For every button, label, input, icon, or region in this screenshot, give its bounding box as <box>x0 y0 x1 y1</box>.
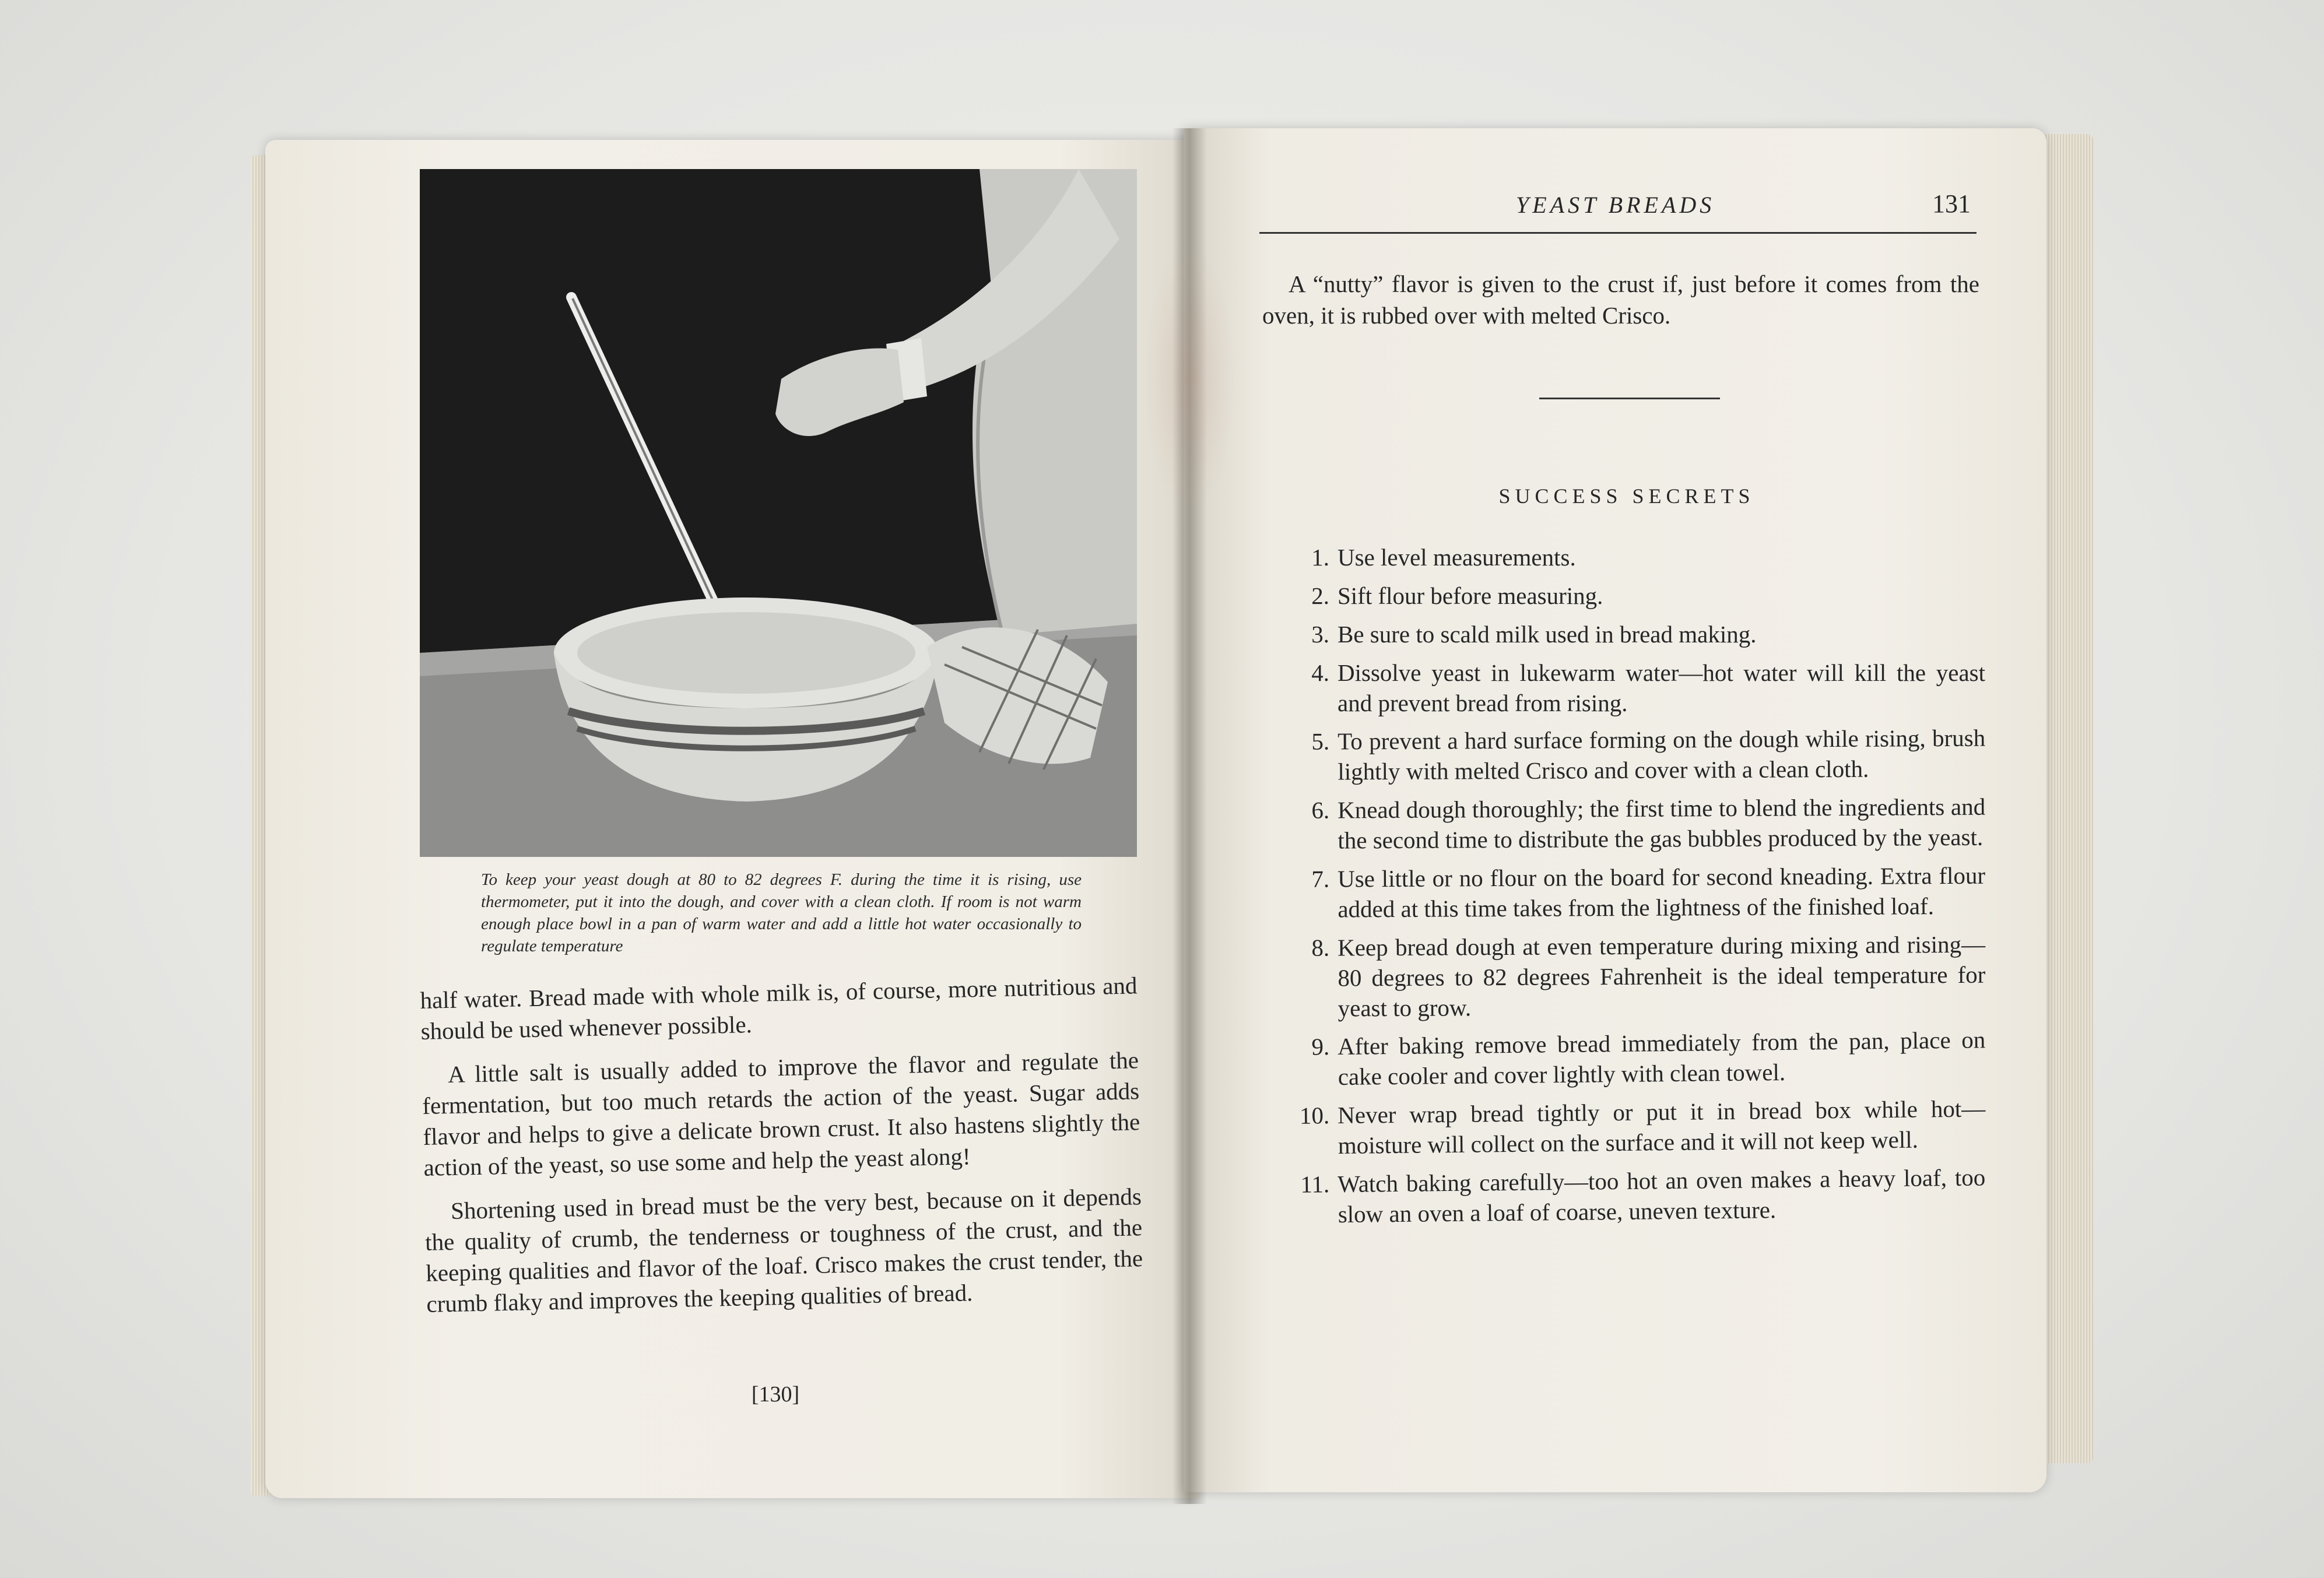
list-item <box>1283 860 1986 925</box>
list-item <box>1283 542 1985 572</box>
item-text: Be sure to scald milk used in bread making. <box>1337 621 1757 648</box>
section-title: SUCCESS SECRETS <box>1498 484 1755 508</box>
item-number: 5. <box>1311 728 1330 755</box>
item-text: After baking remove bread immediately from the pan, place on cake cooler and cover lightly with clean towel. <box>1337 1026 1986 1091</box>
list-item <box>1283 1024 1986 1092</box>
item-text: Never wrap bread tightly or put it in bread box while hot—moisture will collect on the surface and it will not keep well. <box>1337 1095 1986 1159</box>
list-item <box>1283 581 1985 611</box>
item-text: Sift flour before measuring. <box>1337 582 1603 609</box>
list-item <box>1283 1162 1986 1230</box>
item-text: Knead dough thoroughly; the first time to blend the ingredients and the second time to distribute the gas bubbles produced by the yeast. <box>1337 793 1986 854</box>
success-secrets-list <box>1283 542 1985 1238</box>
item-text: Use level measurements. <box>1337 544 1576 571</box>
item-text: Use little or no flour on the board for second kneading. Extra flour added at this time takes from the lightness of the finished loaf. <box>1337 862 1986 923</box>
item-number: 11. <box>1300 1171 1330 1198</box>
item-number: 2. <box>1311 582 1329 609</box>
intro-paragraph: A “nutty” flavor is given to the crust if, just before it comes from the oven, it is rubbed over with melted Crisco. <box>1262 270 1979 329</box>
page-stain <box>1143 245 1236 513</box>
item-text: Keep bread dough at even temperature during mixing and rising—80 degrees to 82 degrees Fahrenheit is the ideal temperature for yeast to grow. <box>1337 930 1986 1022</box>
item-number: 6. <box>1311 796 1330 824</box>
body-paragraph: A little salt is usually added to improve the flavor and regulate the fermentation, but too much retards the action of the yeast. Sugar adds flavor and helps to give a delicate brown crust. It also hastens slightly the action of the yeast, so use some and help the yeast along! <box>422 1046 1140 1181</box>
section-divider <box>1539 398 1720 399</box>
list-item <box>1283 1093 1986 1161</box>
list-item <box>1283 658 1985 718</box>
running-head-title: YEAST BREADS <box>1516 192 1715 218</box>
running-header <box>1259 185 1977 234</box>
thermometer-bowl-photo <box>420 169 1137 857</box>
photo-caption: To keep your yeast dough at 80 to 82 degrees F. during the time it is rising, use thermometer, put it into the dough, and cover with a clean cloth. If room is not warm enough place bowl in a pan of warm water and add a little hot water occasionally to regulate temperature <box>481 870 1082 955</box>
item-number: 10. <box>1299 1102 1330 1129</box>
item-number: 8. <box>1311 934 1330 961</box>
list-item <box>1283 929 1986 1024</box>
item-text: To prevent a hard surface forming on the dough while rising, brush lightly with melted Crisco and cover with a clean cloth. <box>1337 724 1986 785</box>
bowl-illustration <box>420 169 1137 857</box>
item-number: 4. <box>1311 659 1329 686</box>
left-page-body <box>420 970 1144 1333</box>
item-number: 3. <box>1311 621 1329 648</box>
item-text: Watch baking carefully—too hot an oven makes a heavy loaf, too slow an oven a loaf of coarse, uneven texture. <box>1337 1164 1986 1228</box>
list-item <box>1283 792 1986 856</box>
item-number: 9. <box>1311 1033 1330 1060</box>
left-page-number: [130] <box>751 1382 800 1407</box>
list-item <box>1283 619 1985 649</box>
item-number: 7. <box>1311 865 1330 892</box>
body-paragraph: half water. Bread made with whole milk is, of course, more nutritious and should be used whenever possible. <box>420 972 1138 1045</box>
item-text: Dissolve yeast in lukewarm water—hot water will kill the yeast and prevent bread from rising. <box>1337 659 1985 716</box>
item-number: 1. <box>1311 544 1329 571</box>
body-paragraph: Shortening used in bread must be the very best, because on it depends the quality of crumb, the tenderness or toughness of the crust, and the keeping qualities and flavor of the loaf. Crisco makes the crust tender, the crumb flaky and improves the keeping qualities of bread. <box>424 1183 1143 1317</box>
right-page-number: 131 <box>1932 189 1971 218</box>
list-item <box>1283 723 1986 787</box>
